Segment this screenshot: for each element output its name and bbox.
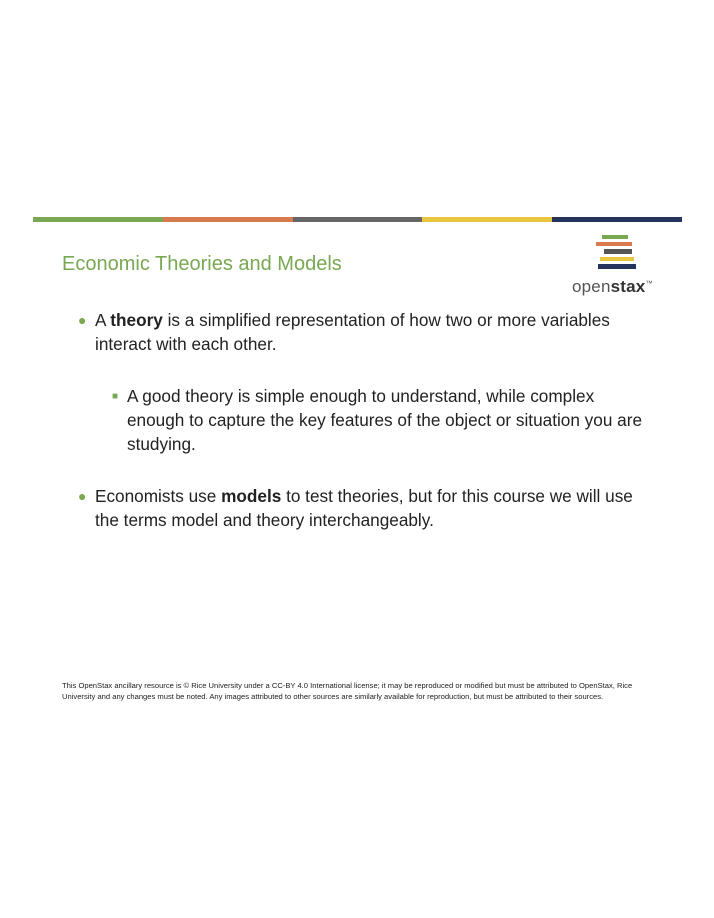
color-bar-segment-green: [33, 217, 163, 222]
bullet-item: [78, 308, 658, 356]
wordmark-stax: stax: [610, 277, 646, 296]
license-footer: This OpenStax ancillary resource is © Rice University under a CC-BY 4.0 International license; it may be reproduced or modified but must be attributed to OpenStax, Rice University and any changes must be noted. Any images attributed to other sources are similarly available for reproduction, but must be attributed to their sources.: [62, 681, 633, 701]
bullet-text-after: to test theories, but for this course we will use the terms model and theory interchangeably.: [95, 486, 633, 530]
bullet-text-before: A: [95, 310, 111, 330]
sub-bullet-dot-icon: ■: [112, 391, 119, 402]
bullet-text-bold: theory: [110, 310, 163, 330]
openstax-wordmark: [572, 277, 653, 297]
openstax-books-icon: [586, 234, 638, 274]
color-bar-segment-orange: [163, 217, 293, 222]
color-bar-segment-gray: [293, 217, 423, 222]
trademark: ™: [645, 280, 653, 288]
bullet-item: [78, 484, 658, 532]
bullet-text-before: Economists use: [95, 486, 222, 506]
bullet-dot-icon: ●: [78, 312, 87, 328]
bullet-dot-icon: ●: [78, 488, 87, 504]
slide-title: Economic Theories and Models: [62, 253, 342, 275]
wordmark-open: open: [572, 277, 611, 296]
bullet-text-bold: models: [221, 486, 282, 506]
color-bar-segment-navy: [552, 217, 682, 222]
bullet-list: [78, 308, 658, 560]
color-bar: [33, 217, 682, 222]
sub-bullet-text: A good theory is simple enough to understand, while complex enough to capture the key features of the object or situation you are studying.: [127, 386, 643, 454]
sub-bullet-item: [112, 384, 647, 456]
color-bar-segment-yellow: [422, 217, 552, 222]
openstax-logo: [572, 234, 672, 296]
bullet-text-after: is a simplified representation of how two or more variables interact with each other.: [95, 310, 610, 354]
